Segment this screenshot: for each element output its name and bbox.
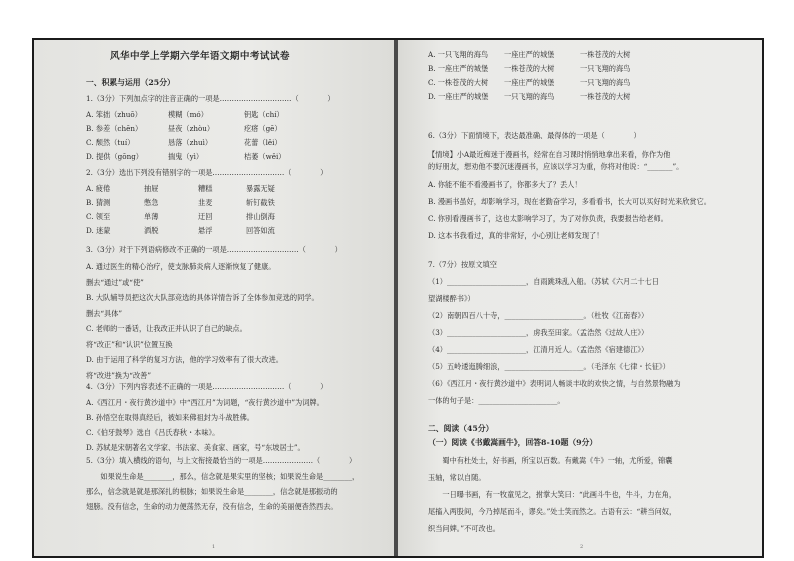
option-line: B. 漫画书虽好，却影响学习，现在老勤奋学习，多看看书，长大可以买好时光来欣赏它。 [428,197,711,206]
blank-line: 一体的句子是：______________________。 [428,396,565,405]
option-cell: 一株苍茂的大树 [504,64,555,73]
scanned-exam-sheet [32,38,764,558]
option-line: 删去“通过”或“使” [86,277,144,287]
option-cell: 桔萎（wěi） [244,152,286,161]
question-3-stem: 3.（3分）对于下列语病修改不正确的一项是…………………………（ ） [86,245,342,254]
option-line: B. 孙悟空在取得真经后，被如来佛祖封为斗战胜佛。 [86,413,254,422]
blank-line: （1）______________________，自雨跳珠乱入船。（苏轼《六月二十七日 [428,277,659,286]
option-cell: A. 笨拙（zhuō） [86,110,142,119]
option-cell: 一株苍茂的大树 [580,50,631,59]
option-cell: 斩钉截铁 [246,198,275,207]
page-number: 2 [580,544,584,550]
question-7-stem: 7.（7分）按原文填空 [428,260,497,269]
option-cell: B. 一座庄严的城堡 [428,64,489,73]
option-cell: 花蕾（lěi） [244,138,282,147]
option-cell: 一座庄严的城堡 [504,50,555,59]
option-line: C.《伯牙鼓琴》选自《吕氏春秋・本味》。 [86,428,220,437]
option-cell: C. 领至 [86,212,111,221]
context-line: 的好朋友，想劝他不要沉迷漫画书，应该以学习为重，你将对他说：“_______”。 [428,162,684,171]
option-line: B. 大队辅导员把这次大队部竞选的具体详情告诉了全体参加竞选的同学。 [86,293,319,302]
option-cell: 单薄 [144,212,159,221]
page-number: 1 [212,544,216,550]
option-cell: 揣鬼（yì） [168,152,204,161]
question-5-stem: 5.（3分）填入横线的语句，与上文衔接最恰当的一项是…………………（ ） [86,456,357,465]
option-cell: 模糊（mó） [168,110,208,119]
option-cell: 一株苍茂的大树 [580,92,631,101]
option-cell: 抽屉 [144,184,159,193]
blank-line: （5）五岭逶迤腾细浪，______________________。（毛泽东《七律・长征》） [428,362,670,371]
blank-line: （3）______________________，虏我至田家。（孟浩然《过故人庄》） [428,328,649,337]
option-cell: 昼夜（zhòu） [168,124,215,133]
option-cell: A. 一只飞翔的海鸟 [428,50,489,59]
option-cell: 悬浮 [198,226,213,235]
option-cell: 一只飞翔的海鸟 [504,92,555,101]
option-cell: 暴露无疑 [246,184,275,193]
blank-line: （4）______________________，江清月近人。（孟浩然《宿建德江》） [428,345,649,354]
option-cell: 憋急 [144,198,159,207]
passage-line: 一日曝书画，有一牧童见之，拊掌大笑曰：“此画斗牛也，牛斗，力在角， [428,490,677,499]
context-line: 【情境】小A最近痴迷于漫画书，经常在自习课时悄悄地拿出来看，你作为他 [428,150,671,159]
reading-1-title: （一）阅读《书戴嵩画牛》，回答8-10题（9分） [428,438,598,447]
option-cell: B. 参差（chēn） [86,124,143,133]
passage-line: 玉轴，常以自随。 [428,473,486,482]
option-line: D. 由于运用了科学的复习方法，他的学习效率有了很大改进。 [86,355,283,364]
left-page [34,40,394,556]
option-cell: 排山倒海 [246,212,275,221]
option-cell: 恳落（zhuì） [168,138,213,147]
option-cell: 回答如流 [246,226,275,235]
option-cell: B. 猜测 [86,198,111,207]
option-cell: D. 一座庄严的城堡 [428,92,489,101]
option-cell: 洒脱 [144,226,159,235]
passage-line: 那么，信念就是就是那深扎的根脉；如果说生命是________，信念就是那振动的 [86,487,338,496]
option-cell: 一座庄严的城堡 [504,78,555,87]
passage-line: 如果说生命是________，那么，信念就是果实里的坚核；如果说生命是________， [86,472,360,481]
option-line: A. 你能不能不看漫画书了，你都多大了？丢人！ [428,180,582,189]
blank-line: （6）《西江月・夜行黄沙道中》表明词人畅谈丰收的欢快之情，与自然景物融为 [428,379,681,388]
question-4-stem: 4.（3分）下列内容表述不正确的一项是…………………………（ ） [86,382,328,391]
blank-line: （2）南朝四百八十寺，______________________。（杜牧《江南春》） [428,311,649,320]
option-cell: 疙瘩（gē） [244,124,282,133]
option-line: A.《西江月・夜行黄沙道中》中“西江月”为词题，“夜行黄沙道中”为词牌。 [86,398,324,407]
exam-title: 风华中学上学期六学年语文期中考试试卷 [110,51,290,62]
option-cell: 一只飞翔的海鸟 [580,64,631,73]
option-line: D. 这本书我看过，真的非常好，小心别让老师发现了！ [428,231,604,240]
option-cell: D. 提供（gōng） [86,152,143,161]
option-cell: 韭麦 [198,198,213,207]
question-1-stem: 1.（3分）下列加点字的注音正确的一项是…………………………（ ） [86,94,335,103]
section-heading-1: 一、积累与运用（25分） [86,78,175,87]
question-6-stem: 6.（3分）下面情境下，表达最准确、最得体的一项是（ ） [428,131,641,140]
option-line: 将“改进”换为“改善” [86,370,152,380]
option-line: 删去“具体” [86,308,123,318]
option-line: A. 通过医生的精心治疗，使支脉肺炎病人逐渐恢复了健康。 [86,262,276,271]
passage-line: 织当问婢。”不可改也。 [428,524,500,533]
option-cell: D. 迷蒙 [86,226,111,235]
option-line: C. 老师的一番话，让我改正并认识了自己的缺点。 [86,324,247,333]
option-cell: 一只飞翔的海鸟 [580,78,631,87]
option-line: D. 苏轼是宋朝著名文学家、书法家、美食家、画家，号“东坡居士”。 [86,443,305,452]
option-cell: A. 疲倦 [86,184,111,193]
question-2-stem: 2.（3分）选出下列没有错别字的一项是…………………………（ ） [86,168,328,177]
option-cell: C. 一株苍茂的大树 [428,78,489,87]
option-cell: C. 颓然（tuí） [86,138,135,147]
option-cell: 钥匙（chí） [244,110,284,119]
passage-line: 尾搐入两股间，今乃掉尾而斗，谬矣。”处士笑而然之。古语有云：“耕当问奴， [428,507,677,516]
option-cell: 糟糕 [198,184,213,193]
section-heading-2: 二、阅读（45分） [428,424,494,433]
blank-line: 望湖楼醉书》） [428,294,475,303]
option-cell: 迂回 [198,212,213,221]
right-page [398,40,762,556]
option-line: C. 你别看漫画书了，这也太影响学习了，为了对你负责，我要报告给老师。 [428,214,668,223]
passage-line: 翅膀。没有信念，生命的动力便荡然无存，没有信念，生命的美丽便杳然西去。 [86,502,338,511]
option-line: 将“改正”和“认识”位置互换 [86,339,173,349]
passage-line: 蜀中有杜处士，好书画，所宝以百数。有戴嵩《牛》一轴，尤所爱，锦囊 [428,456,673,465]
